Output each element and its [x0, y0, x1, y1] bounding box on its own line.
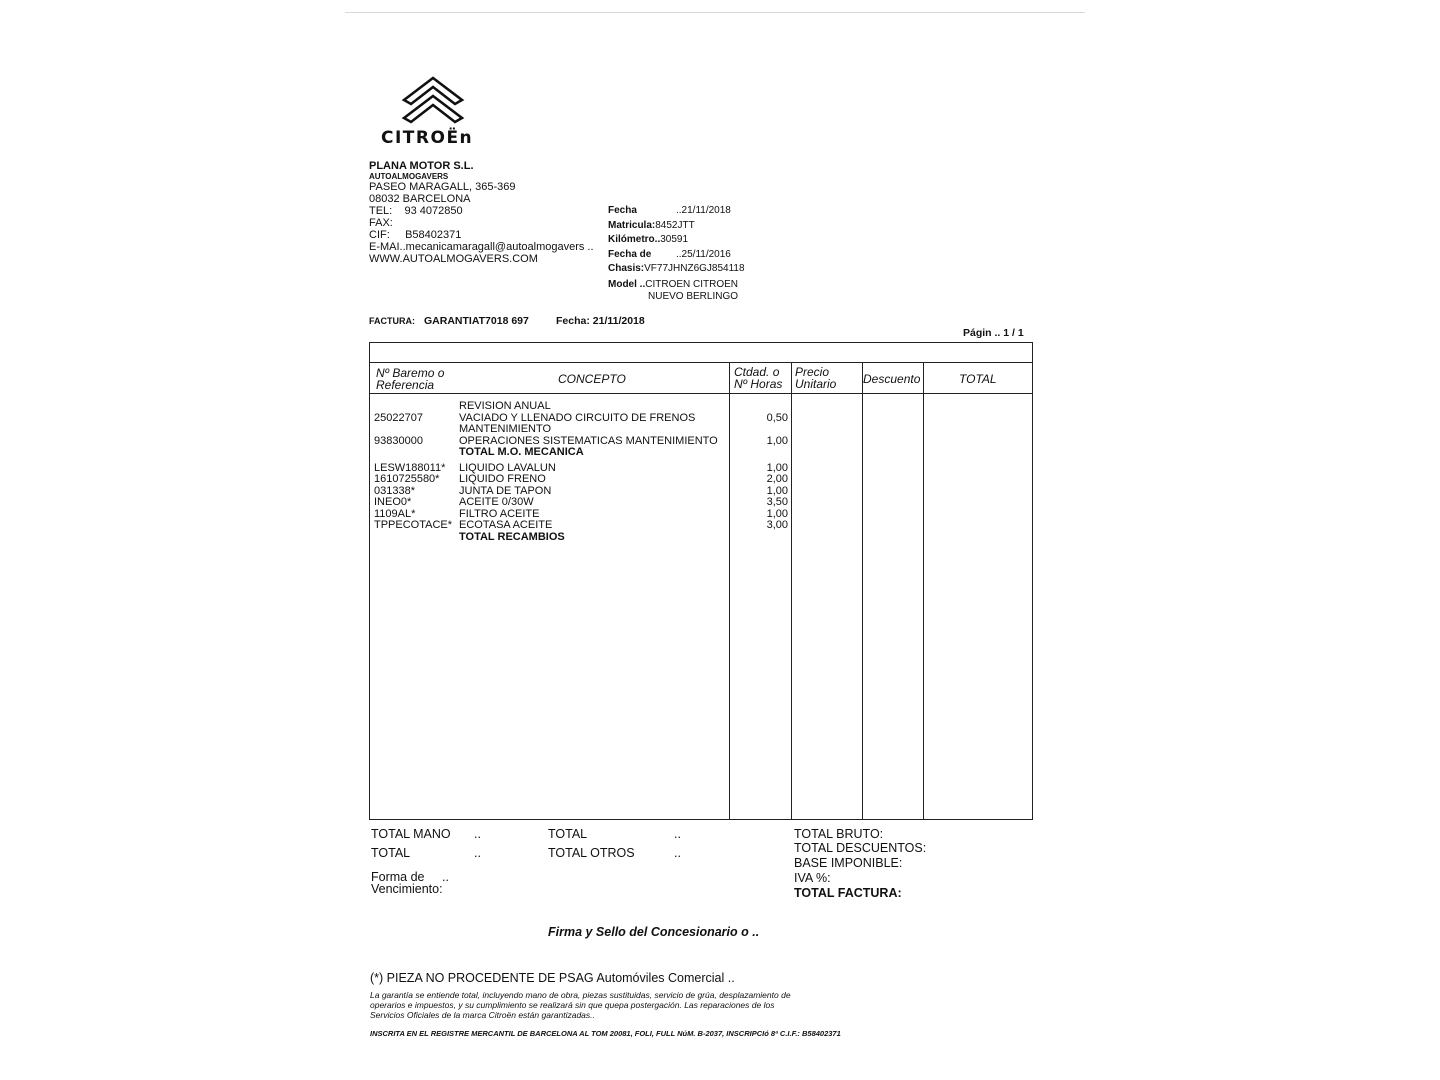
- vehicle-chasis: Chasis: VF77JHNZ6GJ854118: [608, 263, 745, 274]
- factura-number: GARANTIAT7018 697: [424, 315, 529, 327]
- invoice-table: [369, 342, 1033, 820]
- header-ref: Nº Baremo o Referencia: [376, 366, 445, 392]
- vehicle-info: [608, 204, 745, 303]
- row-concept: VACIADO Y LLENADO CIRCUITO DE FRENOS: [459, 411, 696, 424]
- row-qty: 3,50: [766, 496, 788, 508]
- row-qty: 3,00: [766, 519, 788, 531]
- top-divider: [345, 12, 1085, 13]
- total-a-label: TOTAL: [548, 827, 588, 841]
- registro-note: INSCRITA EN EL REGISTRE MERCANTIL DE BARCELONA AL TOM 20081, FOLI, FULL NúM. B-2037, INSCRIPCIó 8ª C.I.F.: B58402371: [370, 1029, 841, 1038]
- company-fax: FAX:: [369, 217, 393, 229]
- row-concept: ECOTASA ACEITE: [459, 519, 553, 531]
- iva-label: IVA %:: [794, 871, 831, 885]
- row-qty: 2,00: [766, 473, 788, 485]
- vehicle-matricula: Matricula: 8452JTT: [608, 219, 695, 231]
- row-concept: OPERACIONES SISTEMATICAS MANTENIMIENTO: [459, 434, 718, 447]
- row-ref: 93830000: [374, 434, 423, 447]
- forma-de-label: Forma de: [371, 870, 425, 884]
- company-city: 08032 BARCELONA: [369, 193, 471, 205]
- page-number: Págin .. 1 / 1: [963, 327, 1024, 339]
- row-concept: TOTAL M.O. MECANICA: [459, 446, 584, 458]
- row-qty: 1,00: [766, 434, 788, 447]
- header-descuento: Descuento: [863, 372, 921, 386]
- total-b-dots: ..: [474, 846, 481, 860]
- row-qty: 1,00: [766, 461, 788, 474]
- forma-de-dots: ..: [442, 870, 449, 884]
- header-qty: Ctdad. o Nº Horas: [734, 365, 783, 391]
- row-qty: 1,00: [766, 484, 788, 497]
- invoice-date: Fecha: 21/11/2018: [556, 315, 645, 327]
- row-concept: LIQUIDO LAVALUN: [459, 461, 556, 474]
- vencimiento-label: Vencimiento:: [371, 882, 443, 896]
- vehicle-fecha-de: Fecha de ..25/11/2016: [608, 248, 731, 260]
- total-otros-dots: ..: [674, 846, 681, 860]
- row-concept: FILTRO ACEITE: [459, 507, 540, 520]
- company-email: E-MAI..mecanicamaragall@autoalmogavers ..: [369, 241, 594, 253]
- total-mano-label: TOTAL MANO: [371, 827, 451, 841]
- header-precio: Precio Unitario: [795, 365, 837, 391]
- total-b-label: TOTAL: [371, 846, 411, 860]
- row-qty: 0,50: [766, 411, 788, 424]
- row-ref: 031338*: [374, 484, 415, 497]
- col-divider-1: [729, 362, 730, 819]
- factura-label: FACTURA:: [369, 316, 415, 326]
- row-concept: TOTAL RECAMBIOS: [459, 530, 565, 543]
- garantia-note: La garantía se entiende total, incluyendo mano de obra, piezas sustituidas, servicio de grúa, desplazamiento de operarios e impuestos, y su cumplimiento se realizará sin que quepa postergación. Las reparaciones de los Servicios Oficiales de la marca Citroën están garantizadas..: [370, 990, 791, 1020]
- header-concepto: CONCEPTO: [558, 372, 626, 386]
- total-otros-label: TOTAL OTROS: [548, 846, 635, 860]
- citroen-chevrons-logo: [400, 72, 466, 128]
- brand-name: CITROËn: [381, 128, 474, 148]
- total-a-dots: ..: [674, 827, 681, 841]
- vehicle-fecha: Fecha ..21/11/2018: [608, 205, 731, 216]
- row-ref: TPPECOTACE*: [374, 519, 453, 531]
- company-cif: CIF: B58402371: [369, 229, 462, 241]
- row-qty: 1,00: [766, 507, 788, 520]
- row-concept: MANTENIMIENTO: [459, 423, 552, 435]
- col-divider-3: [862, 362, 863, 819]
- company-tel: TEL: 93 4072850: [369, 205, 463, 217]
- firma-sello: Firma y Sello del Concesionario o ..: [548, 925, 760, 939]
- company-name: PLANA MOTOR S.L.: [369, 160, 474, 172]
- base-imponible-label: BASE IMPONIBLE:: [794, 856, 903, 870]
- table-header-divider: [370, 393, 1032, 394]
- vehicle-model-line2: NUEVO BERLINGO: [648, 290, 739, 302]
- company-subname: AUTOALMOGAVERS: [369, 172, 449, 181]
- row-ref: INEO0*: [374, 496, 412, 508]
- row-concept: LIQUIDO FRENO: [459, 473, 546, 485]
- row-concept: REVISION ANUAL: [459, 400, 551, 412]
- vehicle-model: Model .. CITROEN CITROEN: [608, 278, 739, 290]
- total-mano-dots: ..: [474, 827, 481, 841]
- row-ref: LESW188011*: [374, 461, 446, 474]
- row-concept: ACEITE 0/30W: [459, 496, 534, 508]
- company-web: WWW.AUTOALMOGAVERS.COM: [369, 253, 538, 265]
- company-info: [369, 160, 594, 265]
- pieza-note: (*) PIEZA NO PROCEDENTE DE PSAG Automóviles Comercial ..: [370, 971, 735, 985]
- row-ref: 1610725580*: [374, 473, 440, 485]
- row-ref: 25022707: [374, 411, 423, 424]
- col-divider-4: [923, 362, 924, 819]
- header-total: TOTAL: [959, 372, 997, 386]
- total-bruto-label: TOTAL BRUTO:: [794, 827, 884, 841]
- total-factura-label: TOTAL FACTURA:: [794, 886, 902, 900]
- total-descuentos-label: TOTAL DESCUENTOS:: [794, 841, 927, 855]
- row-concept: JUNTA DE TAPON: [459, 484, 552, 497]
- table-top-divider: [370, 362, 1032, 363]
- vehicle-km: Kilómetro.. 30591: [608, 234, 689, 245]
- col-divider-2: [791, 362, 792, 819]
- company-address: PASEO MARAGALL, 365-369: [369, 181, 516, 193]
- row-ref: 1109AL*: [374, 507, 416, 520]
